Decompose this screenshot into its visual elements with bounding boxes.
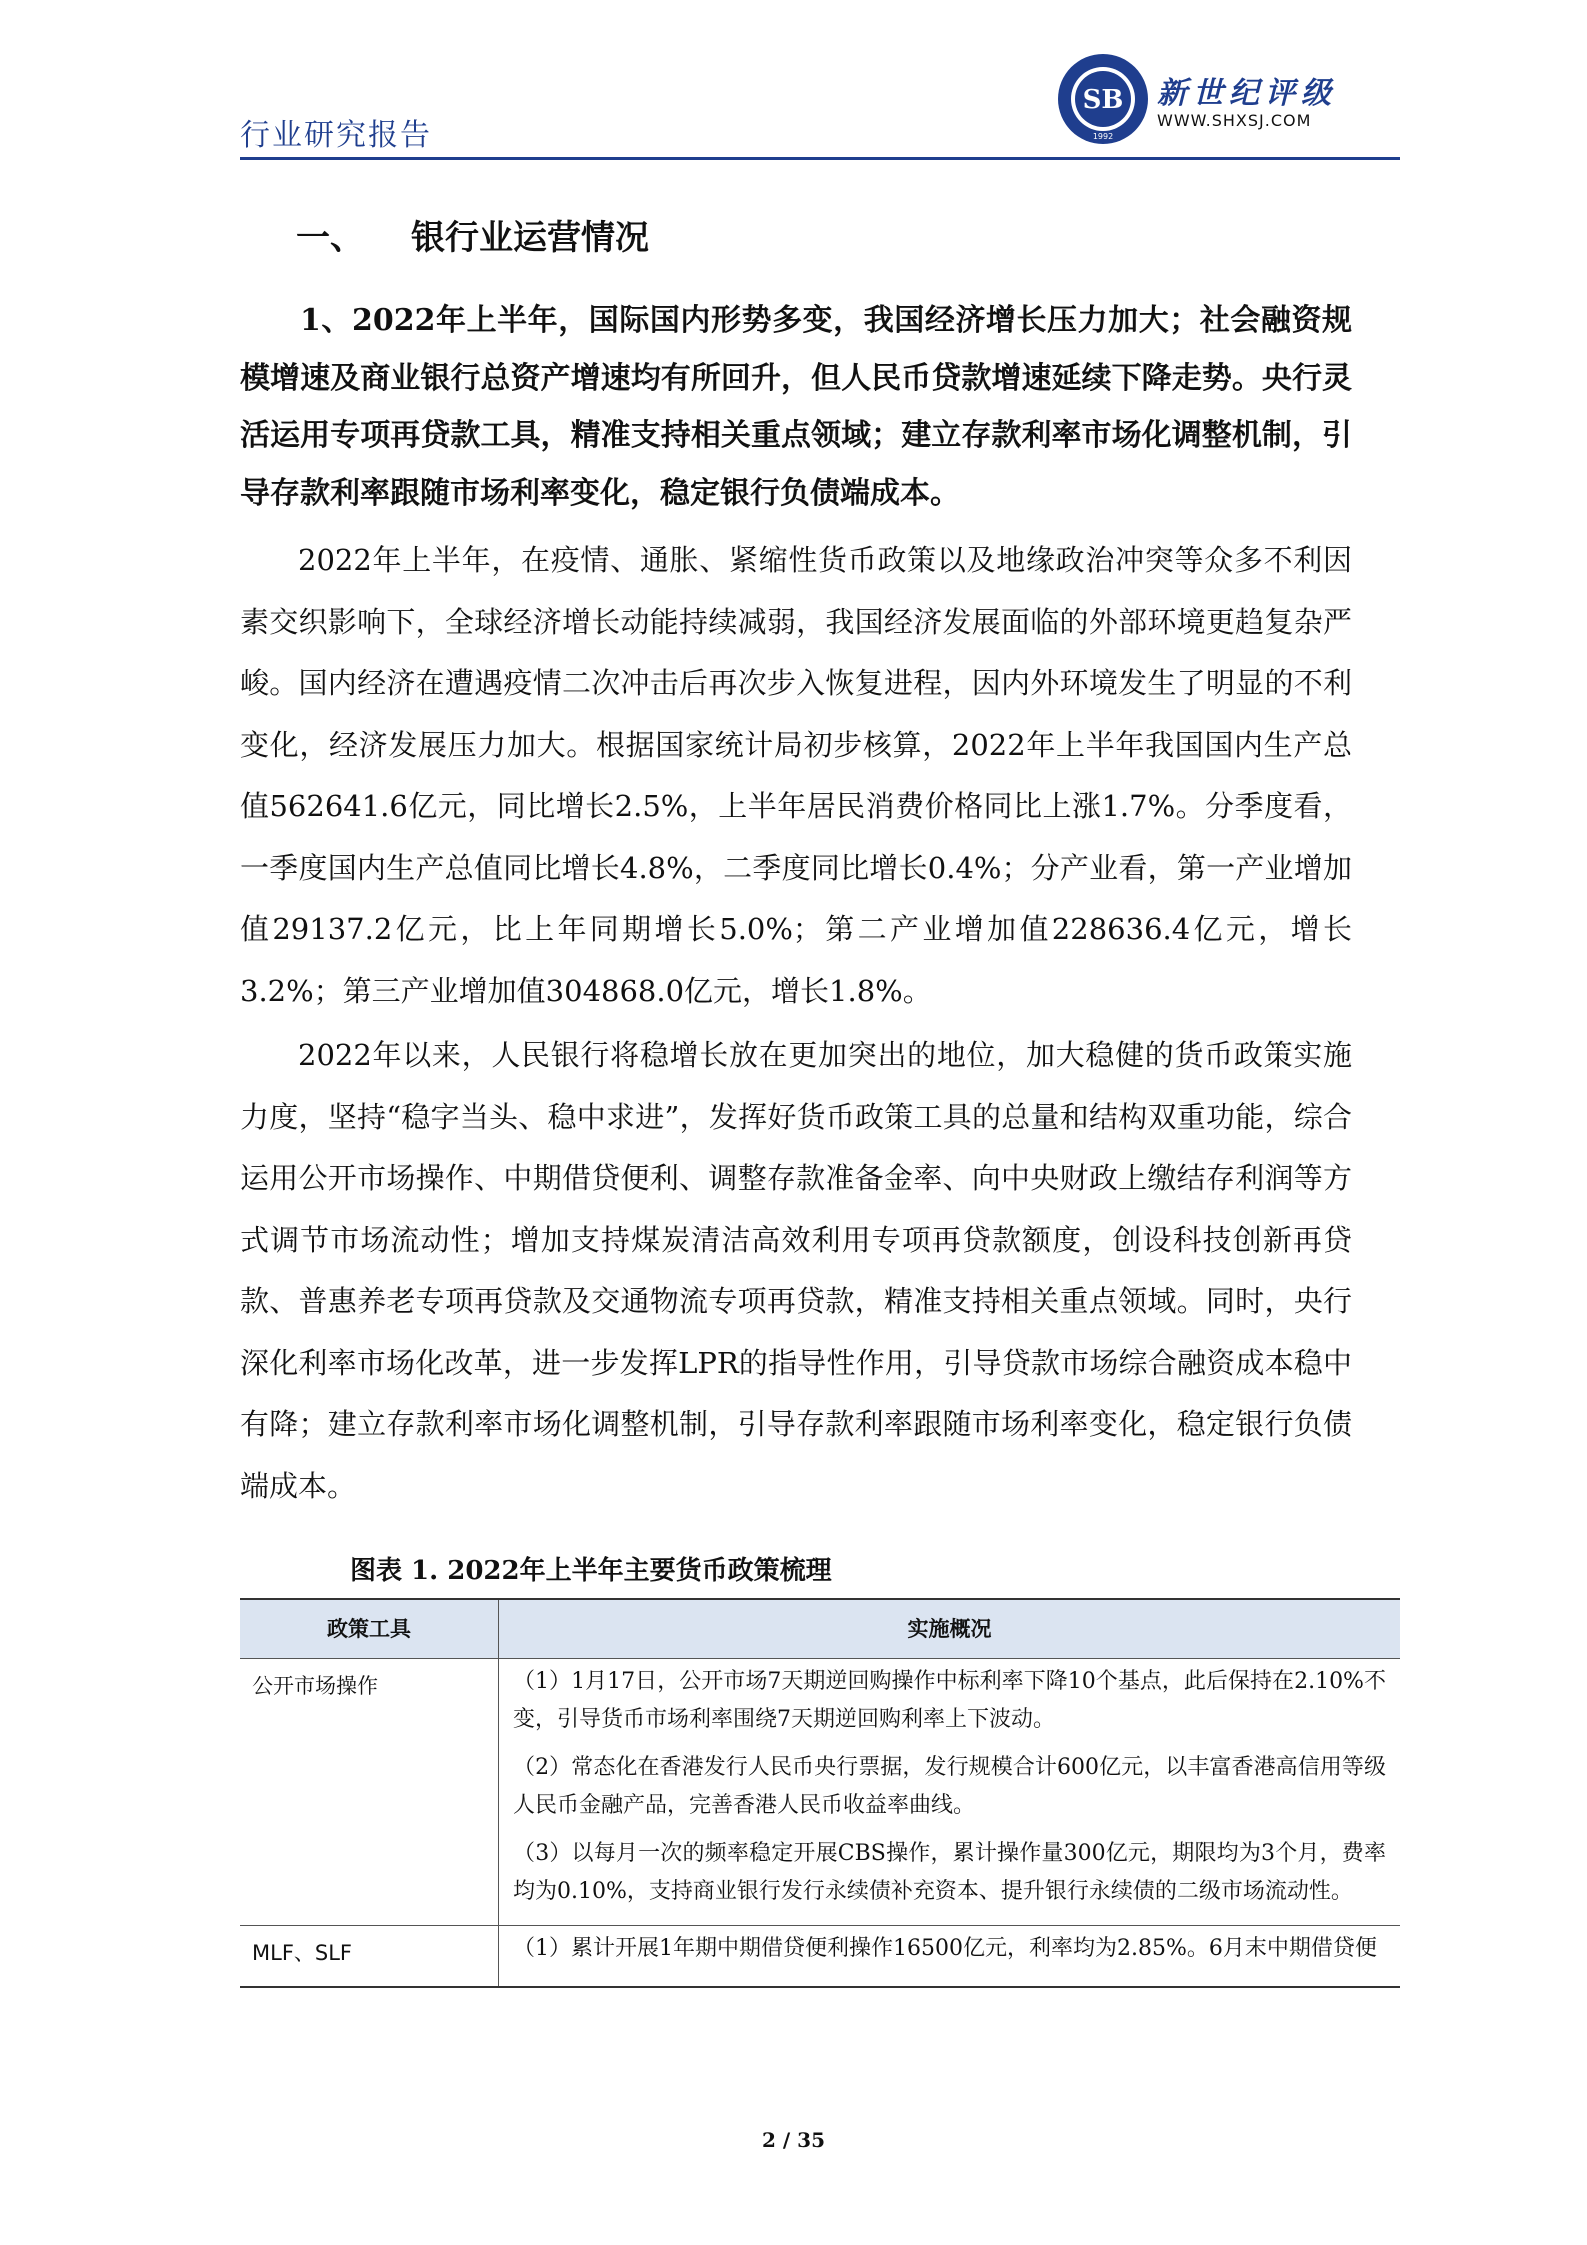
section-heading: [296, 210, 649, 259]
report-type-title: 行业研究报告: [240, 118, 432, 153]
policy-detail-item: （1）1月17日，公开市场7天期逆回购操作中标利率下降10个基点，此后保持在2.10%不变，引导货币市场利率围绕7天期逆回购利率上下波动。: [513, 1669, 1386, 1732]
policy-details-cell: [499, 1926, 1401, 1988]
policy-table: [240, 1598, 1400, 1988]
logo-monogram: SB: [1082, 85, 1124, 115]
header-divider: [240, 157, 1400, 160]
column-header-details: 实施概况: [499, 1599, 1401, 1659]
body-paragraph-1: 2022年上半年，在疫情、通胀、紧缩性货币政策以及地缘政治冲突等众多不利因素交织影响下，全球经济增长动能持续减弱，我国经济发展面临的外部环境更趋复杂严峻。国内经济在遭遇疫情二次冲击后再次步入恢复进程，因内外环境发生了明显的不利变化，经济发展压力加大。根据国家统计局初步核算，2022年上半年我国国内生产总值562641.6亿元，同比增长2.5%，上半年居民消费价格同比上涨1.7%。分季度看，一季度国内生产总值同比增长4.8%，二季度同比增长0.4%；分产业看，第一产业增加值29137.2亿元，比上年同期增长5.0%；第二产业增加值228636.4亿元，增长3.2%；第三产业增加值304868.0亿元，增长1.8%。: [240, 543, 1352, 1008]
brand-logo-icon: [1056, 52, 1150, 146]
table-caption: 图表 1. 2022年上半年主要货币政策梳理: [350, 1556, 832, 1586]
table-row: [240, 1659, 1400, 1926]
section-title: 银行业运营情况: [411, 218, 649, 258]
policy-detail-item: （2）常态化在香港发行人民币央行票据，发行规模合计600亿元，以丰富香港高信用等级人民币金融产品，完善香港人民币收益率曲线。: [513, 1755, 1386, 1818]
policy-details-cell: [499, 1659, 1401, 1926]
page-number: 2 / 35: [762, 2128, 825, 2152]
column-header-tool: 政策工具: [240, 1599, 499, 1659]
table-header-row: [240, 1599, 1400, 1659]
section-number: 一、: [296, 218, 364, 258]
policy-detail-item: （3）以每月一次的频率稳定开展CBS操作，累计操作量300亿元，期限均为3个月，费率均为0.10%，支持商业银行发行永续债补充资本、提升银行永续债的二级市场流动性。: [513, 1841, 1386, 1904]
table-row: [240, 1926, 1400, 1988]
policy-tool-cell: MLF、SLF: [240, 1926, 499, 1988]
policy-tool-cell: 公开市场操作: [240, 1659, 499, 1926]
body-paragraph-2: 2022年以来，人民银行将稳增长放在更加突出的地位，加大稳健的货币政策实施力度，坚持“稳字当头、稳中求进”，发挥好货币政策工具的总量和结构双重功能，综合运用公开市场操作、中期借贷便利、调整存款准备金率、向中央财政上缴结存利润等方式调节市场流动性；增加支持煤炭清洁高效利用专项再贷款额度，创设科技创新再贷款、普惠养老专项再贷款及交通物流专项再贷款，精准支持相关重点领域。同时，央行深化利率市场化改革，进一步发挥LPR的指导性作用，引导贷款市场综合融资成本稳中有降；建立存款利率市场化调整机制，引导存款利率跟随市场利率变化，稳定银行负债端成本。: [240, 1038, 1352, 1503]
summary-paragraph: 1、2022年上半年，国际国内形势多变，我国经济增长压力加大；社会融资规模增速及商业银行总资产增速均有所回升，但人民币贷款增速延续下降走势。央行灵活运用专项再贷款工具，精准支持相关重点领域；建立存款利率市场化调整机制，引导存款利率跟随市场利率变化，稳定银行负债端成本。: [240, 303, 1352, 511]
logo-year: 1992: [1092, 132, 1114, 141]
brand-url: WWW.SHXSJ.COM: [1157, 111, 1312, 130]
brand-name: 新世纪评级: [1157, 76, 1337, 111]
policy-detail-item: （1）累计开展1年期中期借贷便利操作16500亿元，利率均为2.85%。6月末中期借贷便: [513, 1936, 1377, 1961]
